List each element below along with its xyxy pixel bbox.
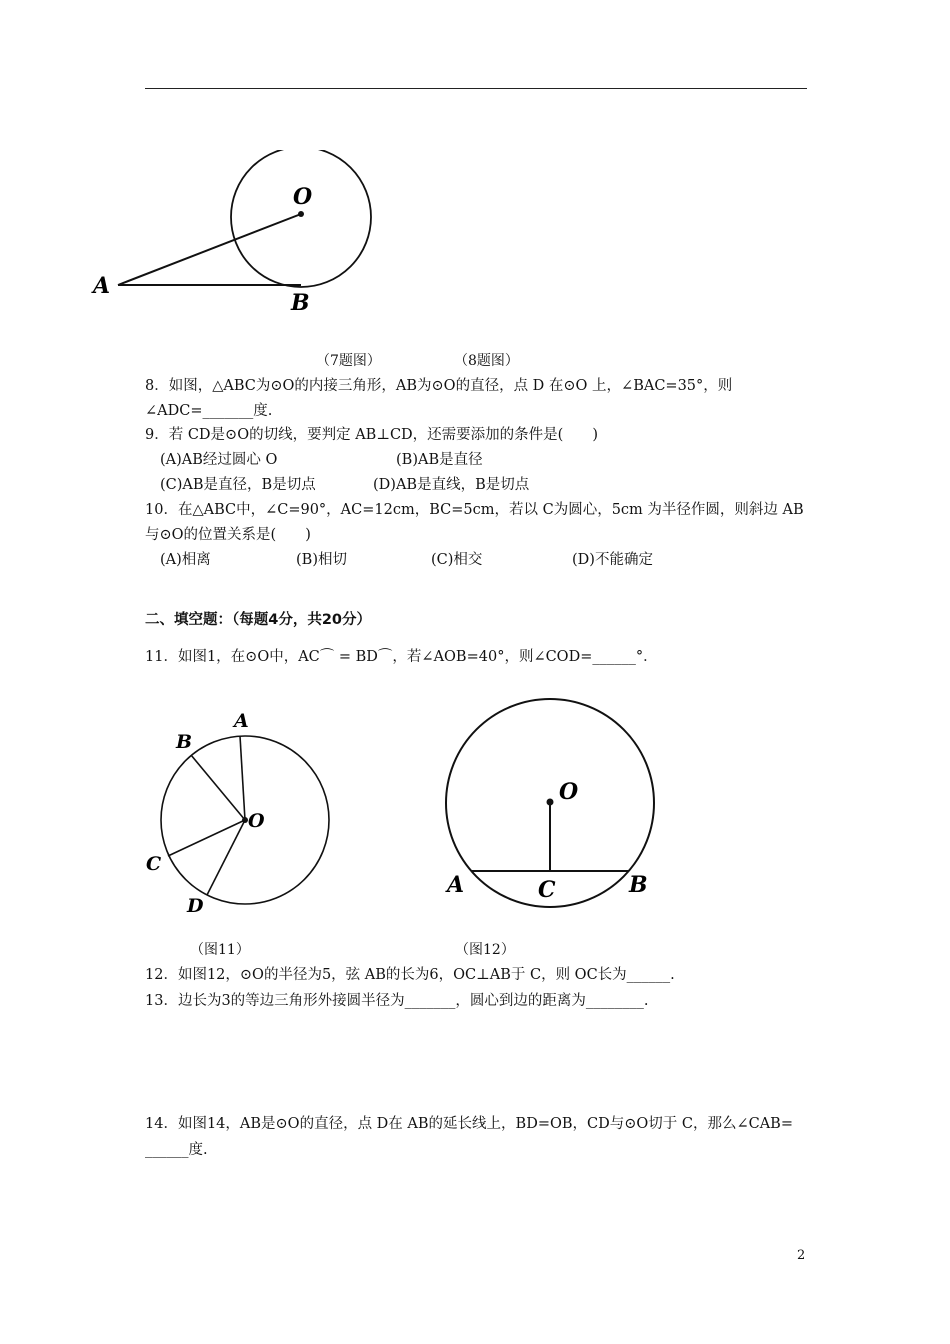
fig7-label-b: B <box>291 290 310 316</box>
q9-line-1: 9．若 CD是⊙O的切线，要判定 AB⊥CD，还需要添加的条件是( ) <box>145 427 598 443</box>
fig12-center-dot <box>547 799 554 806</box>
caption-q7: （7题图） <box>316 353 381 369</box>
q10-option-b: (B)相切 <box>296 552 347 568</box>
fig7-label-a: A <box>93 273 111 299</box>
figure-12-chord-diagram <box>440 685 665 915</box>
q11-line: 11．如图1，在⊙O中，AC⌒ = BD⌒，若∠AOB=40°，则∠COD=______°． <box>145 649 658 665</box>
caption-q8: （8题图） <box>454 353 519 369</box>
q9-option-d: (D)AB是直线，B是切点 <box>373 477 530 493</box>
figure-7-tangent-diagram <box>85 150 395 325</box>
fig7-circle <box>231 150 371 287</box>
caption-fig11: （图11） <box>190 942 250 958</box>
fig11-radius-oa <box>240 736 245 820</box>
fig7-label-o: O <box>293 184 313 210</box>
fig12-label-c: C <box>538 877 556 903</box>
fig12-label-o: O <box>559 779 579 805</box>
q14-line-2: ______度. <box>145 1142 208 1158</box>
fig11-label-o: O <box>248 810 265 832</box>
section-2-heading: 二、填空题：（每题4分，共20分） <box>145 612 372 628</box>
fig11-label-a: A <box>234 710 249 732</box>
q8-line-1: 8．如图，△ABC为⊙O的内接三角形，AB为⊙O的直径，点 D 在⊙O 上，∠BAC=35°，则 <box>145 378 733 394</box>
fig7-segment-ao <box>118 214 301 285</box>
q14-line-1: 14．如图14，AB是⊙O的直径，点 D在 AB的延长线上，BD=OB，CD与⊙O切于 C，那么∠CAB= <box>145 1116 793 1132</box>
fig11-label-d: D <box>187 895 204 917</box>
fig11-radius-od <box>207 820 245 895</box>
fig11-radius-ob <box>191 755 245 820</box>
q9-option-b: (B)AB是直径 <box>396 452 483 468</box>
fig11-radius-oc <box>168 820 245 856</box>
q12-line: 12．如图12，⊙O的半径为5，弦 AB的长为6，OC⊥AB于 C，则 OC长为______. <box>145 967 675 983</box>
page-number: 2 <box>797 1248 806 1263</box>
q10-line-1: 10．在△ABC中，∠C=90°，AC=12cm，BC=5cm，若以 C为圆心，5cm 为半径作圆，则斜边 AB <box>145 502 804 518</box>
caption-fig12: （图12） <box>455 942 515 958</box>
q9-option-a: (A)AB经过圆心 O <box>160 452 278 468</box>
q10-option-d: (D)不能确定 <box>572 552 653 568</box>
fig7-center-dot <box>298 211 304 217</box>
q13-line: 13．边长为3的等边三角形外接圆半径为_______，圆心到边的距离为________. <box>145 993 649 1009</box>
fig11-label-b: B <box>176 731 193 753</box>
q10-option-c: (C)相交 <box>431 552 483 568</box>
fig11-label-c: C <box>146 853 162 875</box>
fig12-label-b: B <box>629 872 648 898</box>
q10-option-a: (A)相离 <box>160 552 211 568</box>
q8-line-2: ∠ADC=_______度. <box>145 403 273 419</box>
q9-option-c: (C)AB是直径，B是切点 <box>160 477 316 493</box>
header-rule <box>145 88 807 89</box>
fig12-label-a: A <box>447 872 465 898</box>
figure-11-circle-radii <box>140 705 345 920</box>
q10-line-2: 与⊙O的位置关系是( ) <box>145 527 311 543</box>
